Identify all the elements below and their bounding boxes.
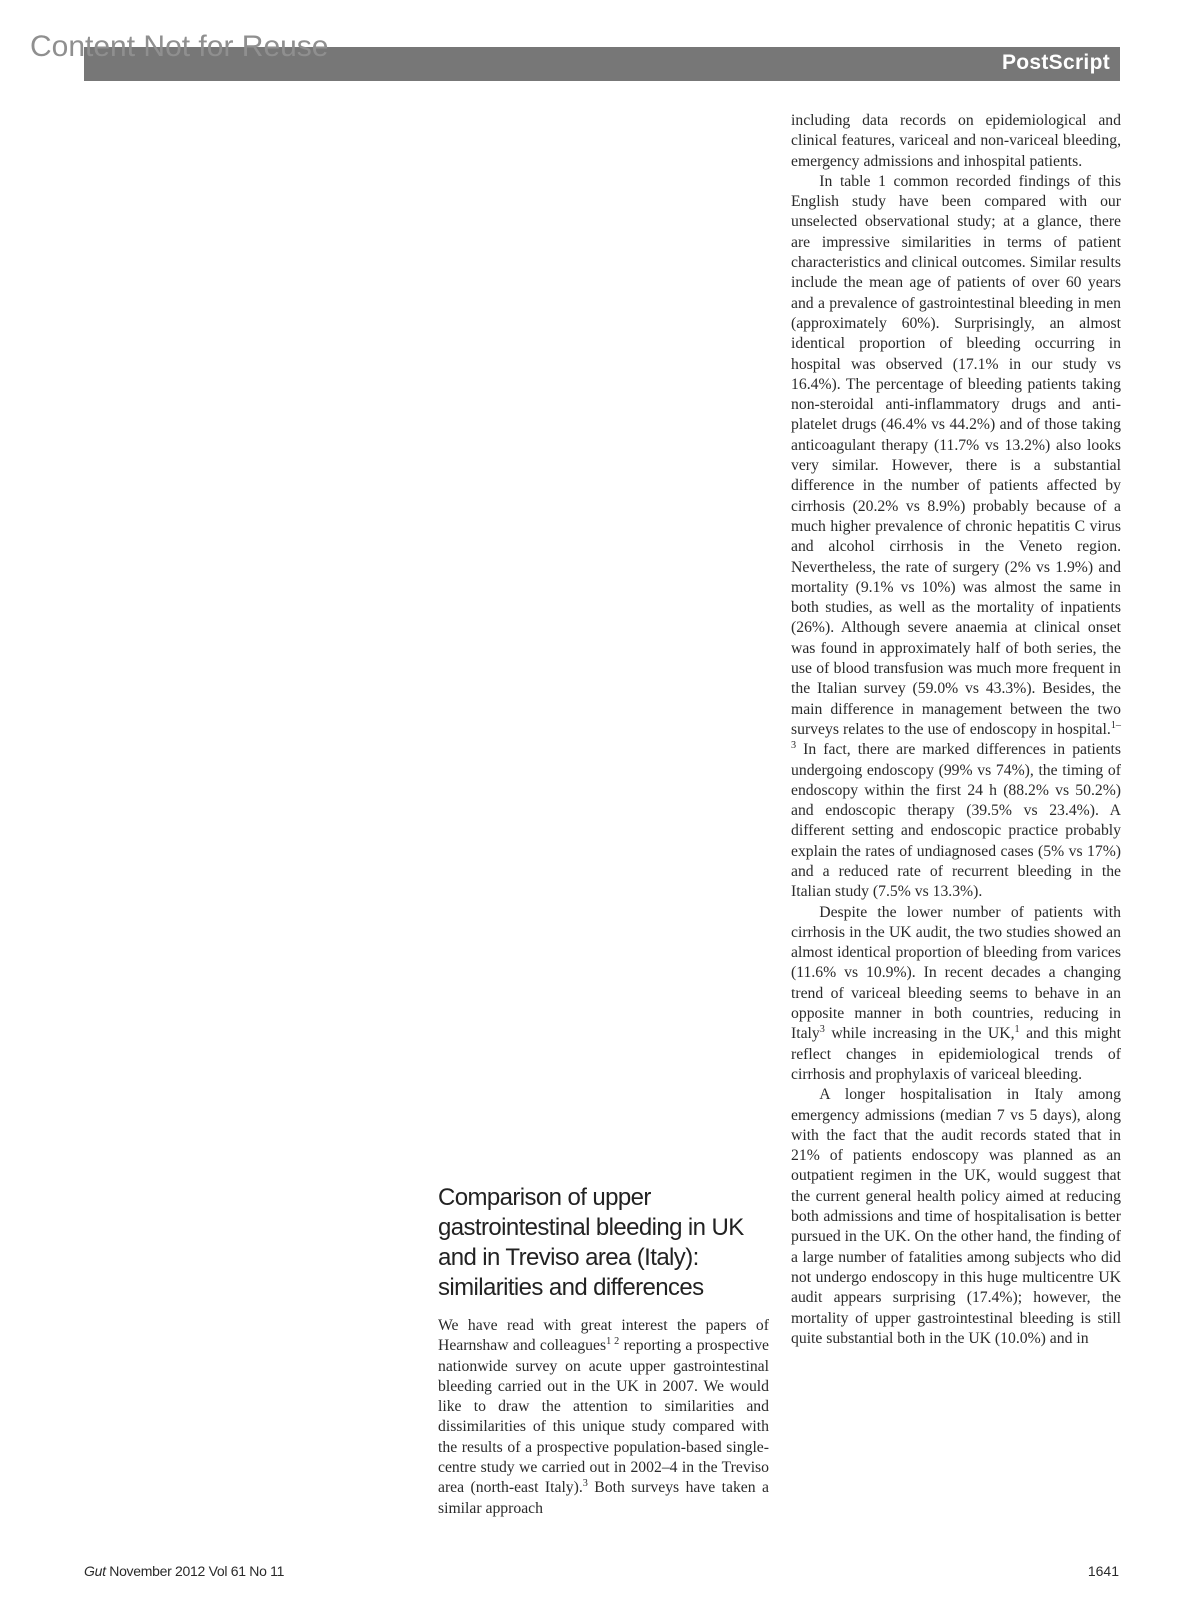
text-span: reporting a prospective nationwide survey on acute upper gastrointestinal bleeding carried out in the UK in 2007. We would like to draw the attention to similarities and dissimilarities of this unique study compared with the results of a prospective population-based single-centre study we carried out in 2002–4 in the Treviso area (north-east Italy). [438, 1337, 770, 1497]
continued-paragraph: including data records on epidemiological and clinical features, variceal and non-variceal bleeding, emergency admissions and inhospital patients. [791, 112, 1121, 170]
middle-column [438, 1316, 769, 1519]
right-column [791, 111, 1121, 1349]
text-span: We have read with great interest the papers of Hearnshaw and colleagues [438, 1317, 769, 1355]
journal-name: Gut [84, 1563, 106, 1579]
page-number: 1641 [1087, 1563, 1119, 1579]
reference-superscript[interactable]: 1–3 [791, 719, 1121, 751]
intro-paragraph [438, 1316, 769, 1519]
article-title: Comparison of upper gastrointestinal bleeding in UK and in Treviso area (Italy): similarities and differences [438, 1184, 744, 1301]
text-span: In fact, there are marked differences in patients undergoing endoscopy (99% vs 74%), the timing of endoscopy within the first 24 h (88.2% vs 50.2%) and endoscopic therapy (39.5% vs 23.4%). A different setting and endoscopic practice probably explain the rates of undiagnosed cases (5% vs 17%) and a reduced rate of recurrent bleeding in the Italian study (7.5% vs 13.3%). [791, 741, 1121, 901]
reference-superscript[interactable]: 1 2 [606, 1336, 620, 1348]
reference-superscript[interactable]: 3 [819, 1024, 825, 1036]
body-paragraph-hospitalisation: A longer hospitalisation in Italy among emergency admissions (median 7 vs 5 days), along with the fact that the audit records stated that in 21% of patients endoscopy was planned as an outpatient regimen in the UK, would suggest that the current general health policy aimed at reducing both admissions and time of hospitalisation is better pursued in the UK. On the other hand, the finding of a large number of fatalities among subjects who did not undergo endoscopy in this huge multicentre UK audit appears surprising (17.4%); however, the mortality of upper gastrointestinal bleeding is still quite substantial both in the UK (10.0%) and in [791, 1086, 1121, 1347]
watermark: Content Not for Reuse [30, 30, 329, 63]
section-label: PostScript [1001, 51, 1110, 74]
body-paragraph-table-comparison [791, 172, 1121, 903]
text-span: while increasing in the UK, [824, 1025, 1015, 1043]
text-span: In table 1 common recorded findings of this English study have been compared with our unselected observational study; at a glance, there are impressive similarities in terms of patient characteristics and clinical outcomes. Similar results include the mean age of patients of over 60 years and a prevalence of gastrointestinal bleeding in men (approximately 60%). Surprisingly, an almost identical proportion of bleeding occurring in hospital was observed (17.1% in our study vs 16.4%). The percentage of bleeding patients taking non-steroidal anti-inflammatory drugs and anti-platelet drugs (46.4% vs 44.2%) and of those taking anticoagulant therapy (11.7% vs 13.2%) also looks very similar. However, there is a substantial difference in the number of patients affected by cirrhosis (20.2% vs 8.9%) probably because of a much higher prevalence of chronic hepatitis C virus and alcohol cirrhosis in the Veneto region. Nevertheless, the rate of surgery (2% vs 1.9%) and mortality (9.1% vs 10%) was almost the same in both studies, as well as the mortality of inpatients (26%). Although severe anaemia at clinical onset was found in approximately half of both series, the use of blood transfusion was much more frequent in the Italian survey (59.0% vs 43.3%). Besides, the main difference in management between the two surveys relates to the use of endoscopy in hospital. [791, 172, 1121, 738]
footer-citation [84, 1563, 284, 1579]
body-paragraph-varices [791, 903, 1121, 1086]
reference-superscript[interactable]: 1 [1014, 1024, 1020, 1036]
reference-superscript[interactable]: 3 [582, 1478, 588, 1490]
text-span: Despite the lower number of patients with cirrhosis in the UK audit, the two studies showed an almost identical proportion of bleeding from varices (11.6% vs 10.9%). In recent decades a changing trend of variceal bleeding seems to behave in an opposite manner in both countries, reducing in Italy [791, 903, 1121, 1043]
text-span: Both surveys have taken a similar approach [438, 1479, 769, 1517]
issue-info: November 2012 Vol 61 No 11 [105, 1563, 285, 1579]
text-span: and this might reflect changes in epidemiological trends of cirrhosis and prophylaxis of variceal bleeding. [791, 1025, 1121, 1083]
